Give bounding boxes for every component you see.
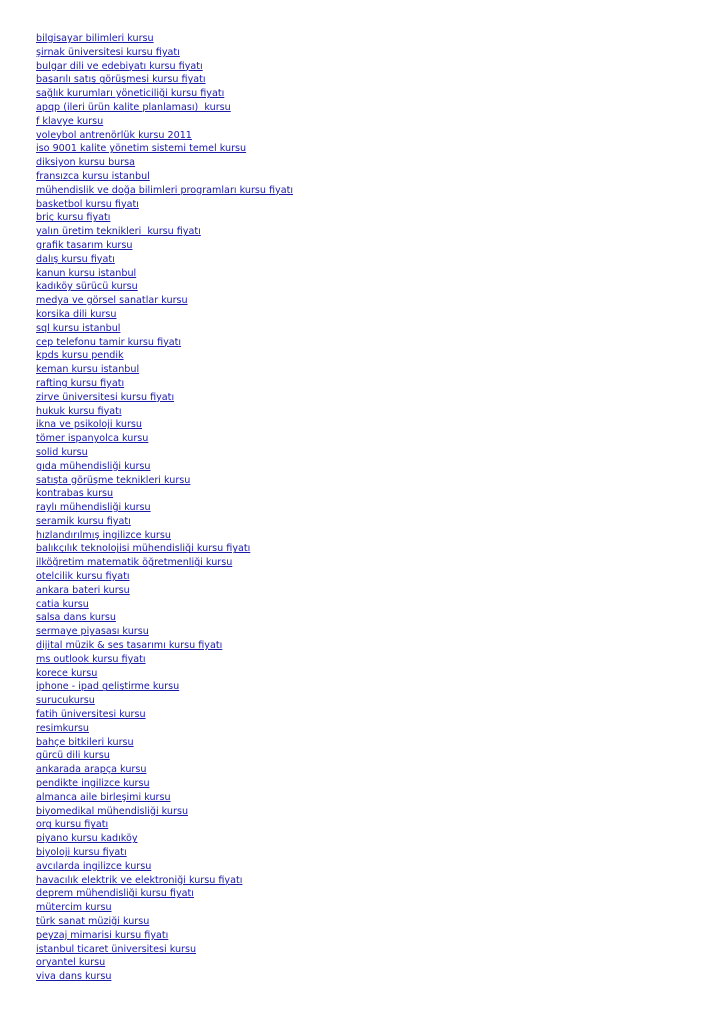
course-link[interactable]: bulgar dili ve edebiyatı kursu fiyatı [36, 60, 203, 72]
list-item [36, 391, 293, 405]
course-link[interactable]: iphone - ipad geliştirme kursu [36, 681, 180, 693]
course-link[interactable]: gürcü dili kursu [36, 750, 110, 762]
course-link[interactable]: f klavye kursu [36, 115, 104, 127]
course-link[interactable]: rafting kursu fiyatı [36, 377, 125, 389]
course-link[interactable]: kadıköy sürücü kursu [36, 281, 138, 293]
course-link[interactable]: mühendislik ve doğa bilimleri programları kursu fiyatı [36, 184, 294, 196]
course-link[interactable]: hukuk kursu fiyatı [36, 405, 122, 417]
list-item [36, 377, 293, 391]
list-item [36, 405, 293, 419]
course-link[interactable]: gıda mühendisliği kursu [36, 460, 151, 472]
list-item [36, 336, 293, 350]
list-item [36, 501, 293, 515]
course-link[interactable]: piyano kursu kadıköy [36, 833, 138, 845]
list-item [36, 722, 293, 736]
course-link[interactable]: mütercim kursu [36, 902, 112, 914]
course-link[interactable]: türk sanat müziği kursu [36, 916, 150, 927]
course-link[interactable]: başarılı satış görüşmesi kursu fiyatı [36, 74, 206, 86]
list-item [36, 460, 293, 474]
course-link[interactable]: ilköğretim matematik öğretmenliği kursu [36, 557, 233, 569]
list-item [36, 777, 293, 791]
course-link[interactable]: keman kursu istanbul [36, 364, 140, 376]
list-item [36, 60, 293, 74]
list-item [36, 294, 293, 308]
course-link[interactable]: dalış kursu fiyatı [36, 253, 115, 265]
list-item [36, 915, 293, 929]
list-item [36, 887, 293, 901]
course-link[interactable]: pendikte ingilizce kursu [36, 778, 150, 790]
list-item [36, 280, 293, 294]
list-item [36, 943, 293, 957]
course-link[interactable]: ms outlook kursu fiyatı [36, 653, 146, 665]
course-link[interactable]: yalın üretim teknikleri kursu fiyatı [36, 226, 201, 238]
list-item [36, 694, 293, 708]
list-item [36, 805, 293, 819]
link-list [36, 32, 293, 984]
course-link[interactable]: viva dans kursu [36, 971, 112, 983]
list-item [36, 667, 293, 681]
course-link[interactable]: fatih üniversitesi kursu [36, 709, 146, 721]
list-item [36, 211, 293, 225]
course-link[interactable]: korece kursu [36, 667, 98, 679]
list-item [36, 239, 293, 253]
course-link[interactable]: surucukursu [36, 695, 95, 707]
list-item [36, 529, 293, 543]
list-item [36, 363, 293, 377]
course-link[interactable]: sermaye piyasası kursu [36, 626, 149, 638]
course-link[interactable]: tömer ispanyolca kursu [36, 433, 149, 445]
list-item [36, 818, 293, 832]
course-link[interactable]: org kursu fiyatı [36, 819, 109, 831]
course-link[interactable]: zirve üniversitesi kursu fiyatı [36, 391, 175, 403]
course-link[interactable]: catia kursu [36, 598, 89, 610]
list-item [36, 639, 293, 653]
course-link[interactable]: fransızca kursu istanbul [36, 170, 150, 182]
list-item [36, 515, 293, 529]
course-link[interactable]: apqp (ileri ürün kalite planlaması) kursu [36, 101, 231, 113]
course-link[interactable]: dijital müzik & ses tasarımı kursu fiyatı [36, 640, 223, 652]
list-item [36, 198, 293, 212]
list-item [36, 267, 293, 281]
list-item [36, 308, 293, 322]
course-link[interactable]: diksiyon kursu bursa [36, 157, 136, 169]
course-link[interactable]: kontrabas kursu [36, 488, 114, 500]
course-link[interactable]: solid kursu [36, 446, 88, 458]
list-item [36, 487, 293, 501]
course-link[interactable]: avcılarda ingilizce kursu [36, 860, 152, 872]
course-link[interactable]: grafik tasarım kursu [36, 239, 133, 251]
list-item [36, 736, 293, 750]
course-link[interactable]: briç kursu fiyatı [36, 212, 111, 224]
list-item [36, 653, 293, 667]
course-link[interactable]: otelcilik kursu fiyatı [36, 571, 130, 583]
list-item [36, 418, 293, 432]
course-link[interactable]: basketbol kursu fiyatı [36, 198, 139, 210]
list-item [36, 225, 293, 239]
list-item [36, 874, 293, 888]
course-link[interactable]: almanca aile birleşimi kursu [36, 791, 171, 803]
course-link[interactable]: bahçe bitkileri kursu [36, 736, 134, 748]
list-item [36, 570, 293, 584]
course-link[interactable]: kpds kursu pendik [36, 350, 124, 362]
list-item [36, 970, 293, 984]
course-link[interactable]: peyzaj mimarisi kursu fiyatı [36, 929, 169, 941]
list-item [36, 846, 293, 860]
list-item [36, 584, 293, 598]
course-link[interactable]: iso 9001 kalite yönetim sistemi temel kursu [36, 143, 247, 155]
list-item [36, 680, 293, 694]
course-link[interactable]: cep telefonu tamir kursu fiyatı [36, 336, 182, 348]
list-item [36, 611, 293, 625]
course-link[interactable]: balıkçılık teknolojisi mühendisliği kursu fiyatı [36, 543, 251, 555]
list-item [36, 253, 293, 267]
course-link[interactable]: ankarada arapça kursu [36, 764, 147, 776]
list-item [36, 542, 293, 556]
list-item [36, 598, 293, 612]
course-link[interactable]: salsa dans kursu [36, 612, 116, 624]
list-item [36, 87, 293, 101]
course-link[interactable]: seramik kursu fiyatı [36, 515, 131, 527]
list-item [36, 708, 293, 722]
list-item [36, 73, 293, 87]
course-link[interactable]: satışta görüşme teknikleri kursu [36, 474, 191, 486]
course-link[interactable]: raylı mühendisliği kursu [36, 502, 151, 514]
course-link[interactable]: şirnak üniversitesi kursu fiyatı [36, 46, 180, 58]
list-item [36, 763, 293, 777]
list-item [36, 832, 293, 846]
list-item [36, 432, 293, 446]
course-link[interactable]: sağlık kurumları yöneticiliği kursu fiyatı [36, 88, 225, 100]
course-link[interactable]: sql kursu istanbul [36, 322, 121, 334]
list-item [36, 625, 293, 639]
list-item [36, 184, 293, 198]
course-link[interactable]: voleybol antrenörlük kursu 2011 [36, 129, 192, 141]
course-link[interactable]: kanun kursu istanbul [36, 267, 137, 279]
list-item [36, 901, 293, 915]
list-item [36, 156, 293, 170]
list-item [36, 46, 293, 60]
list-item [36, 142, 293, 156]
course-link[interactable]: istanbul ticaret üniversitesi kursu [36, 943, 197, 955]
course-link[interactable]: korsika dili kursu [36, 308, 117, 320]
list-item [36, 349, 293, 363]
list-item [36, 170, 293, 184]
list-item [36, 860, 293, 874]
course-link[interactable]: oryantel kursu [36, 957, 106, 969]
list-item [36, 101, 293, 115]
course-link[interactable]: deprem mühendisliği kursu fiyatı [36, 888, 194, 900]
list-item [36, 929, 293, 943]
list-item [36, 129, 293, 143]
list-item [36, 556, 293, 570]
list-item [36, 322, 293, 336]
course-link[interactable]: havacılık elektrik ve elektroniği kursu fiyatı [36, 874, 243, 886]
course-link[interactable]: biyomedikal mühendisliği kursu [36, 805, 189, 817]
list-item [36, 956, 293, 970]
list-item [36, 115, 293, 129]
list-item [36, 474, 293, 488]
course-link[interactable]: hızlandırılmış ingilizce kursu [36, 529, 171, 541]
course-link[interactable]: medya ve görsel sanatlar kursu [36, 295, 188, 307]
course-link[interactable]: resimkursu [36, 722, 90, 734]
course-link[interactable]: ikna ve psikoloji kursu [36, 419, 142, 431]
course-link[interactable]: bilgisayar bilimleri kursu [36, 33, 154, 44]
list-item [36, 446, 293, 460]
course-link[interactable]: ankara bateri kursu [36, 584, 130, 596]
list-item [36, 749, 293, 763]
course-link[interactable]: biyoloji kursu fiyatı [36, 847, 127, 859]
list-item [36, 32, 293, 46]
list-item [36, 791, 293, 805]
